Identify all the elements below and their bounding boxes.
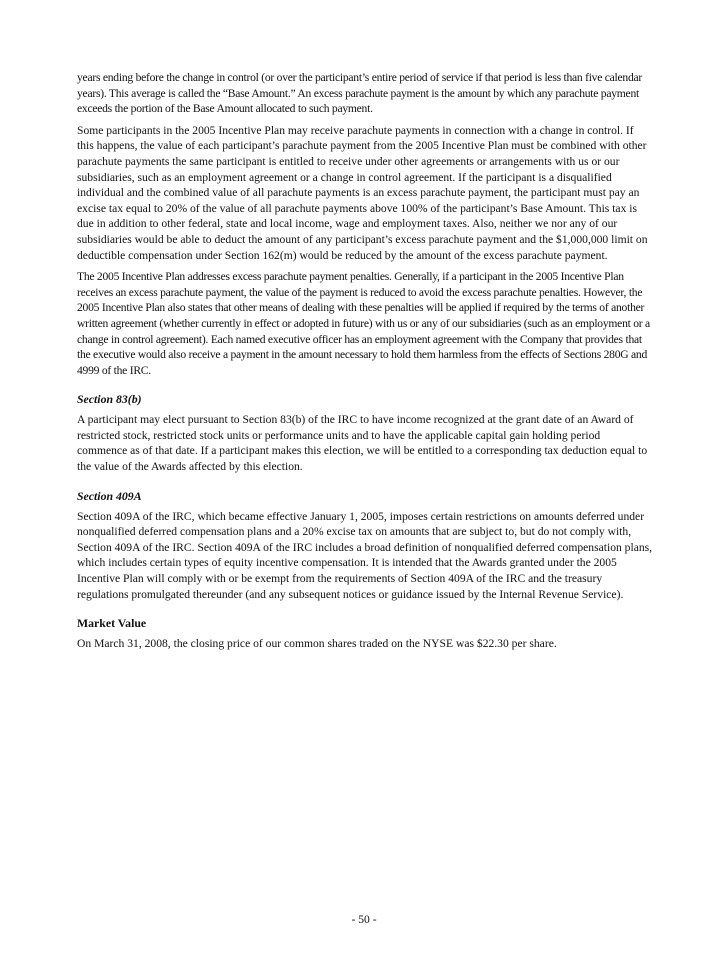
paragraph-section-83b: A participant may elect pursuant to Section 83(b) of the IRC to have income recognized at the grant date of an Award of restricted stock, restricted stock units or performance units and to have the applicable capital gain holding period commence as of that date. If a participant makes this election, we will be entitled to a corresponding tax deduction equal to the value of the Awards affected by this election. xyxy=(77,413,648,474)
page-number: - 50 - xyxy=(351,913,377,926)
paragraph-base-amount: years ending before the change in control (or over the participant’s entire period of service if that period is less than five calendar years). This average is called the “Base Amount.” An excess parachute payment is the amount by which any parachute payment exceeds the portion of the Base Amount allocated to such payment. xyxy=(77,71,643,116)
heading-market-value: Market Value xyxy=(77,616,147,631)
paragraph-parachute-payments: Some participants in the 2005 Incentive Plan may receive parachute payments in connection with a change in control. If this happens, the value of each participant’s parachute payment from the 2005 Incentive Plan must be combined with other parachute payments the same participant is entitled to receive under other agreements or arrangements with us or our subsidiaries, such as an employment agreement or a change in control agreement. If the participant is a disqualified individual and the combined value of all parachute payments is an excess parachute payment, the participant must pay an excise tax equal to 20% of the value of all parachute payments above 100% of the participant’s Base Amount. This tax is due in addition to other federal, state and local income, wage and employment taxes. Also, neither we nor any of our subsidiaries would be able to deduct the amount of any participant’s excess parachute payment and the $1,000,000 limit on deductible compensation under Section 162(m) would be reduced by the amount of the excess parachute payment. xyxy=(77,123,648,262)
paragraph-market-value: On March 31, 2008, the closing price of our common shares traded on the NYSE was $22.30 per share. xyxy=(77,637,557,651)
document-page xyxy=(77,70,653,658)
heading-section-409a: Section 409A xyxy=(77,488,142,503)
paragraph-section-409a: Section 409A of the IRC, which became effective January 1, 2005, imposes certain restrictions on amounts deferred under nonqualified deferred compensation plans and a 20% excise tax on amounts that are subject to, but do not comply with, Section 409A of the IRC. Section 409A of the IRC includes a broad definition of nonqualified deferred compensation plans, which includes certain types of equity incentive compensation. It is intended that the Awards granted under the 2005 Incentive Plan will comply with or be exempt from the requirements of Section 409A of the IRC and the treasury regulations promulgated thereunder (and any subsequent notices or guidance issued by the Internal Revenue Service). xyxy=(77,509,653,601)
heading-section-83b: Section 83(b) xyxy=(77,392,142,407)
paragraph-parachute-penalties: The 2005 Incentive Plan addresses excess parachute payment penalties. Generally, if a participant in the 2005 Incentive Plan receives an excess parachute payment, the value of the payment is reduced to avoid the excess parachute penalties. However, the 2005 Incentive Plan also states that other means of dealing with these penalties will be applied if required by the terms of another written agreement (whether currently in effect or adopted in future) with us or any of our subsidiaries (such as an employment or a change in control agreement). Each named executive officer has an employment agreement with the Company that provides that the executive would also receive a payment in the amount necessary to hold them harmless from the effects of Sections 280G and 4999 of the IRC. xyxy=(77,270,650,377)
